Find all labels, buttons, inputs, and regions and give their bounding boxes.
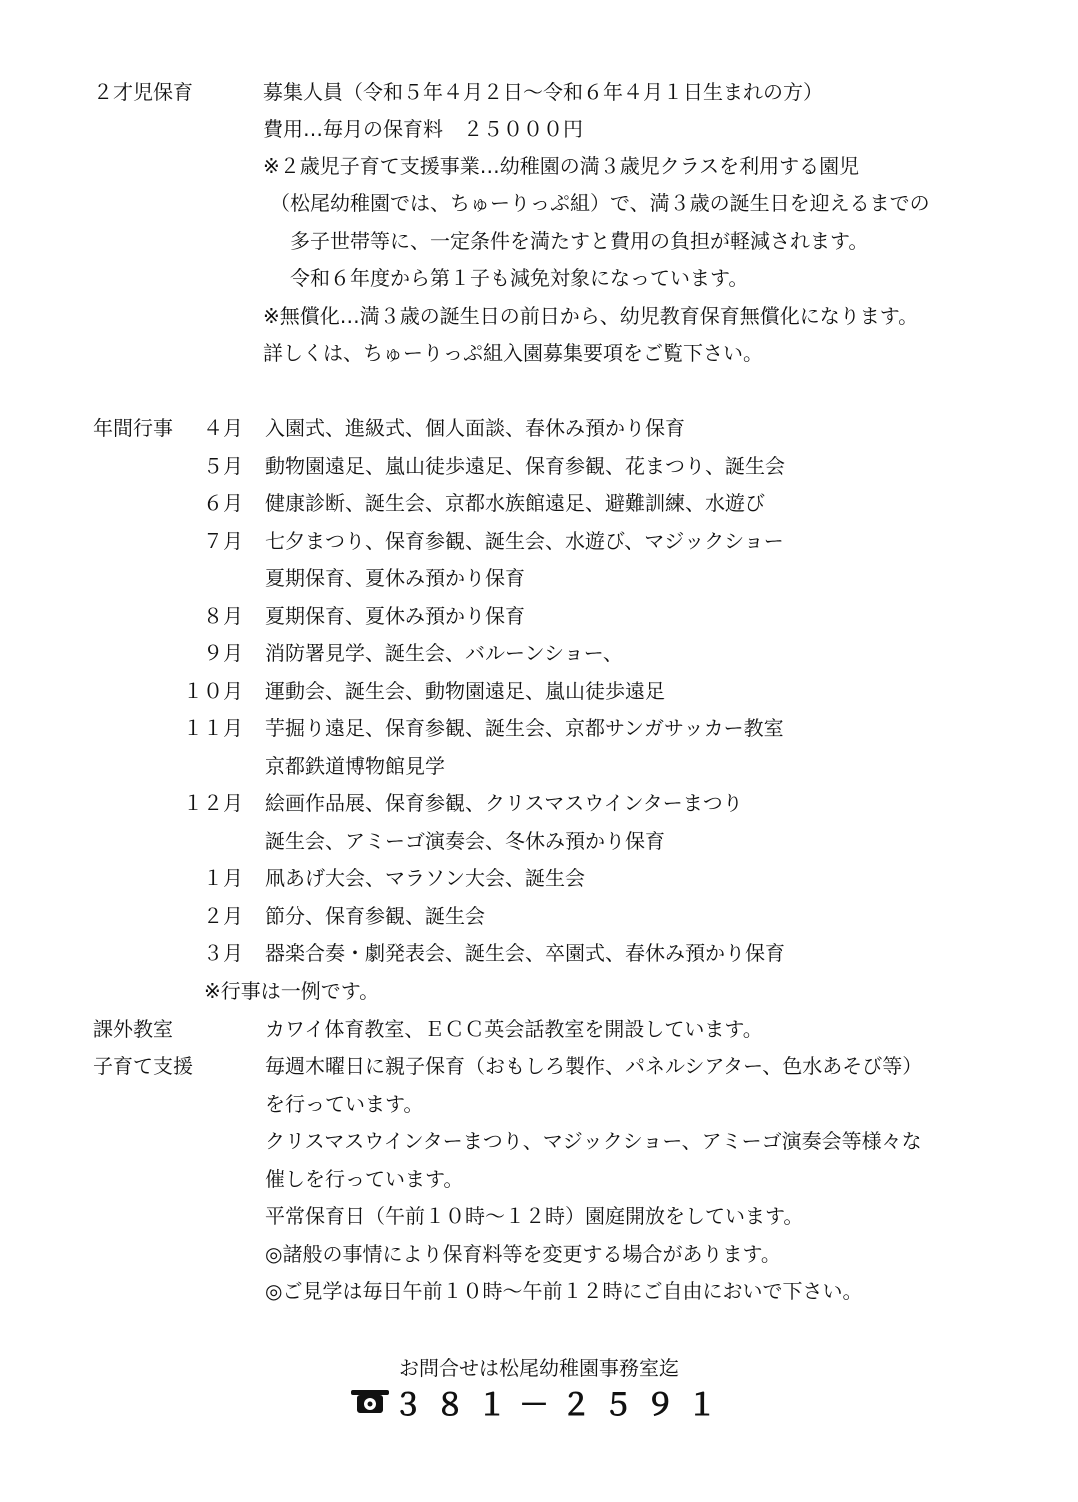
event-month: １０月 [183,679,243,703]
event-list: 七夕まつり、保育参観、誕生会、水遊び、マジックショー [265,529,784,553]
event-list: 京都鉄道博物館見学 [265,754,445,778]
phone-line [0,1380,1078,1424]
event-month: ９月 [203,641,243,665]
event-list: 夏期保育、夏休み預かり保育 [265,566,525,590]
section-label-annual-events: 年間行事 [93,416,173,440]
support-line: ◎諸般の事情により保育料等を変更する場合があります。 [265,1242,781,1266]
event-list: 絵画作品展、保育参観、クリスマスウインターまつり [265,791,743,815]
event-list: 凧あげ大会、マラソン大会、誕生会 [265,866,585,890]
two-year-line: ※２歳児子育て支援事業…幼稚園の満３歳児クラスを利用する園児 [263,154,860,178]
support-line: 毎週木曜日に親子保育（おもしろ製作、パネルシアター、色水あそび等） [265,1054,923,1078]
two-year-line: 令和６年度から第１子も減免対象になっています。 [290,266,749,290]
event-month: ５月 [203,454,243,478]
support-line: 平常保育日（午前１０時～１２時）園庭開放をしています。 [265,1204,804,1228]
event-month: １月 [203,866,243,890]
events-note: ※行事は一例です。 [204,979,380,1003]
section-label-parenting-support: 子育て支援 [93,1054,193,1078]
two-year-line: 募集人員（令和５年４月２日～令和６年４月１日生まれの方） [263,80,823,104]
event-month: １１月 [183,716,243,740]
event-month: ７月 [203,529,243,553]
event-list: 誕生会、アミーゴ演奏会、冬休み預かり保育 [265,829,665,853]
event-list: 動物園遠足、嵐山徒歩遠足、保育参観、花まつり、誕生会 [265,454,785,478]
event-list: 器楽合奏・劇発表会、誕生会、卒園式、春休み預かり保育 [265,941,785,965]
event-list: 節分、保育参観、誕生会 [265,904,485,928]
support-line: クリスマスウインターまつり、マジックショー、アミーゴ演奏会等様々な [265,1129,922,1153]
event-list: 芋掘り遠足、保育参観、誕生会、京都サンガサッカー教室 [265,716,784,740]
event-month: ４月 [203,416,243,440]
two-year-line: ※無償化…満３歳の誕生日の前日から、幼児教育保育無償化になります。 [263,304,919,328]
event-month: ８月 [203,604,243,628]
two-year-line: 多子世帯等に、一定条件を満たすと費用の負担が軽減されます。 [290,229,869,253]
event-list: 夏期保育、夏休み預かり保育 [265,604,525,628]
event-month: ２月 [203,904,243,928]
event-month: ３月 [203,941,243,965]
phone-number: ３８１－２５９１ [393,1388,729,1423]
event-list: 入園式、進級式、個人面談、春休み預かり保育 [265,416,685,440]
event-month: １２月 [183,791,243,815]
telephone-icon [349,1387,391,1423]
event-month: ６月 [203,491,243,515]
two-year-line: 詳しくは、ちゅーりっぷ組入園募集要項をご覧下さい。 [263,341,763,365]
support-line: を行っています。 [265,1092,424,1116]
event-list: 健康診断、誕生会、京都水族館遠足、避難訓練、水遊び [265,491,765,515]
extracurricular-text: カワイ体育教室、ＥＣＣ英会話教室を開設しています。 [265,1017,763,1041]
two-year-line: 費用…毎月の保育料 ２５０００円 [263,117,583,141]
event-list: 消防署見学、誕生会、バルーンショー、 [265,641,623,665]
two-year-line: （松尾幼稚園では、ちゅーりっぷ組）で、満３歳の誕生日を迎えるまでの [270,191,930,215]
event-list: 運動会、誕生会、動物園遠足、嵐山徒歩遠足 [265,679,665,703]
section-label-two-year-childcare: ２才児保育 [93,80,193,104]
section-label-extracurricular: 課外教室 [93,1017,173,1041]
inquiry-text: お問合せは松尾幼稚園事務室迄 [399,1356,679,1380]
support-line: ◎ご見学は毎日午前１０時～午前１２時にご自由においで下さい。 [265,1279,863,1303]
support-line: 催しを行っています。 [265,1167,464,1191]
